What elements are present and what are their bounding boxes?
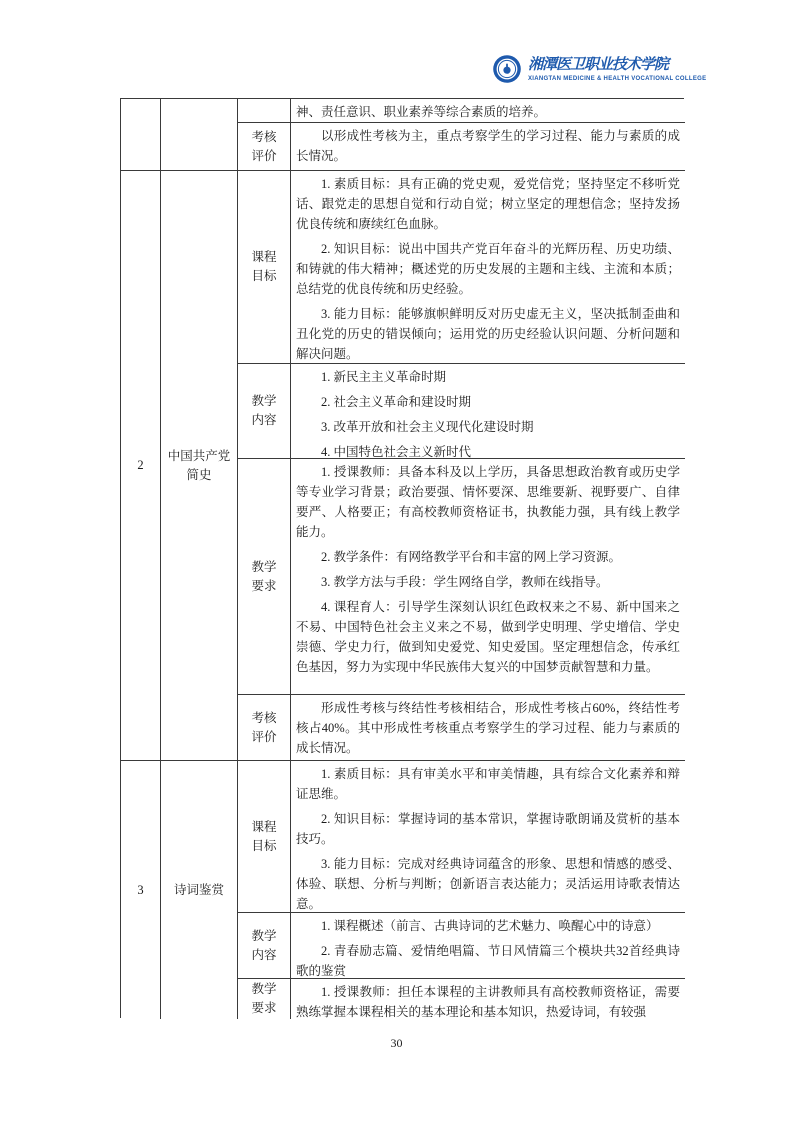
college-name-en: XIANGTAN MEDICINE & HEALTH VOCATIONAL COLLEGE (528, 76, 707, 82)
course3-requirements-label-cell (238, 979, 291, 1019)
category-label: 教学要求 (251, 559, 277, 593)
college-name-block (528, 55, 706, 83)
college-emblem-icon (492, 54, 522, 84)
requirement-item: 2. 教学条件：有网络教学平台和丰富的网上学习资源。 (321, 550, 622, 564)
page-number: 30 (390, 1036, 403, 1050)
requirement-item: 1. 授课教师：具备本科及以上学历，具备思想政治教育或历史学等专业学习背景；政治要强、情怀要深、思维要新、视野要广、自律要严、人格要正；有高校教师资格证书，执教能力强，具有线上教学能力。 (296, 465, 680, 539)
content-item: 4. 中国特色社会主义新时代 (321, 445, 472, 459)
cell-text: 形成性考核与终结性考核相结合，形成性考核占60%，终结性考核占40%。其中形成性考核重点考察学生的学习过程、能力与素质的成长情况。 (296, 701, 680, 755)
objective-item: 1. 素质目标：具有审美水平和审美情趣，具有综合文化素养和辩证思维。 (296, 767, 680, 801)
category-label: 考核评价 (251, 129, 277, 163)
course2-requirements-cell (291, 459, 685, 695)
requirement-item: 3. 教学方法与手段：学生网络自学，教师在线指导。 (321, 575, 609, 589)
content-item: 3. 改革开放和社会主义现代化建设时期 (321, 420, 534, 434)
course2-assessment-cell (291, 695, 685, 761)
objective-item: 3. 能力目标：能够旗帜鲜明反对历史虚无主义，坚决抵制歪曲和丑化党的历史的错误倾向；运用党的历史经验认识问题、分析问题和解决问题。 (296, 307, 680, 361)
course-index: 3 (137, 882, 144, 897)
course1-overflow-category-cell (238, 99, 291, 123)
course2-content-label-cell (238, 364, 291, 459)
category-label: 教学内容 (251, 928, 277, 962)
page-header-logo (492, 54, 706, 84)
course3-content-cell (291, 913, 685, 979)
category-label: 课程目标 (251, 250, 277, 283)
course1-name-cell (161, 99, 238, 171)
course3-requirements-cell (291, 979, 685, 1019)
content-item: 1. 新民主主义革命时期 (321, 370, 447, 384)
category-label: 教学内容 (251, 394, 277, 427)
course1-overflow-text-cell (291, 99, 685, 123)
course1-assessment-text-cell (291, 123, 685, 171)
objective-item: 2. 知识目标：掌握诗词的基本常识，掌握诗歌朗诵及赏析的基本技巧。 (296, 812, 680, 846)
college-name-zh: 湘潭医卫职业技术学院 (528, 57, 669, 73)
course2-index-cell (121, 171, 161, 761)
content-item: 2. 青春励志篇、爱情绝唱篇、节日风情篇三个模块共32首经典诗歌的鉴赏 (296, 944, 680, 978)
course3-content-label-cell (238, 913, 291, 979)
objective-item: 2. 知识目标：说出中国共产党百年奋斗的光辉历程、历史功绩、和铸就的伟大精神；概述党的历史发展的主题和主线、主流和本质；总结党的优良传统和历史经验。 (296, 242, 680, 296)
objective-item: 1. 素质目标：具有正确的党史观，爱党信党；坚持坚定不移听党话、跟党走的思想自觉和行动自觉；树立坚定的理想信念；坚持发扬优良传统和赓续红色血脉。 (296, 177, 680, 231)
course2-assessment-label-cell (238, 695, 291, 761)
cell-text: 以形成性考核为主，重点考察学生的学习过程、能力与素质的成长情况。 (296, 129, 680, 163)
requirement-item: 1. 授课教师：担任本课程的主讲教师具有高校教师资格证，需要熟练掌握本课程相关的基本理论和基本知识，热爱诗词，有较强 (296, 985, 680, 1019)
content-item: 1. 课程概述（前言、古典诗词的艺术魅力、唤醒心中的诗意） (321, 919, 659, 933)
course2-objectives-label-cell (238, 171, 291, 364)
course3-name-cell (161, 761, 238, 1019)
cell-text: 神、责任意识、职业素养等综合素质的培养。 (296, 105, 547, 119)
objective-item: 3. 能力目标：完成对经典诗词蕴含的形象、思想和情感的感受、体验、联想、分析与判断；创新语言表达能力；灵活运用诗歌表情达意。 (296, 857, 680, 911)
course3-objectives-cell (291, 761, 685, 913)
course3-index-cell (121, 761, 161, 1019)
category-label: 教学要求 (251, 982, 277, 1015)
course-index: 2 (137, 458, 144, 472)
course2-content-cell (291, 364, 685, 459)
course3-objectives-label-cell (238, 761, 291, 913)
course2-requirements-label-cell (238, 459, 291, 695)
course2-objectives-cell (291, 171, 685, 364)
content-item: 2. 社会主义革命和建设时期 (321, 395, 472, 409)
course-table (120, 98, 684, 1018)
course-name: 中国共产党简史 (167, 448, 231, 482)
requirement-item: 4. 课程育人：引导学生深刻认识红色政权来之不易、新中国来之不易、中国特色社会主义来之不易，做到学史明理、学史增信、学史崇德、学史力行，做到知史爱党、知史爱国。坚定理想信念，传承红色基因，努力为实现中华民族伟大复兴的中国梦贡献智慧和力量。 (296, 600, 680, 674)
course1-assessment-label-cell (238, 123, 291, 171)
course-name: 诗词鉴赏 (173, 882, 224, 897)
category-label: 课程目标 (251, 819, 277, 853)
course2-name-cell (161, 171, 238, 761)
course1-index-cell (121, 99, 161, 171)
category-label: 考核评价 (251, 710, 277, 744)
